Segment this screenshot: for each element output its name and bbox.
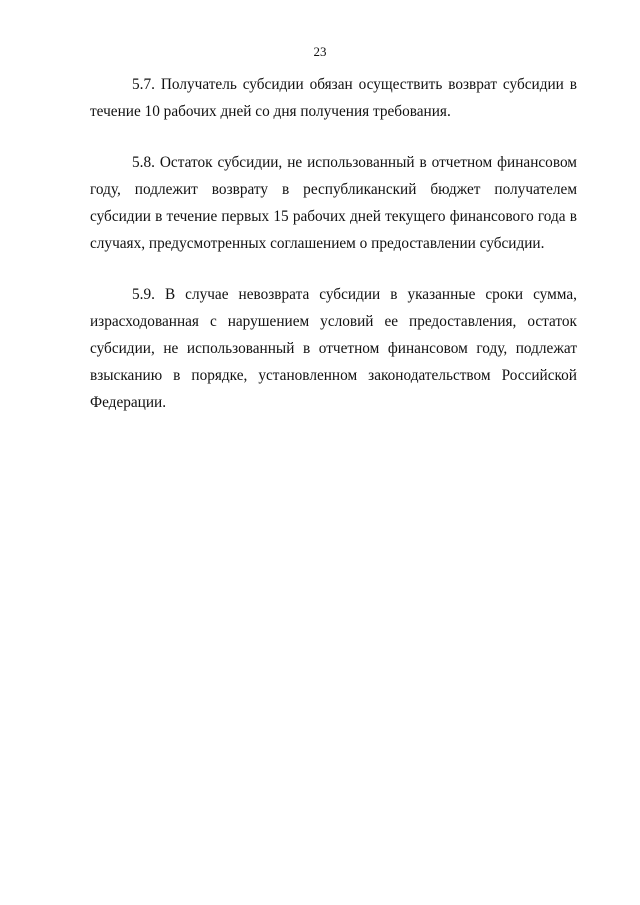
paragraph-5-8: 5.8. Остаток субсидии, не использованный в отчетном финансовом году, подлежит возврату в республиканский бюджет получателем субсидии в течение первых 15 рабочих дней текущего финансового года в случаях, предусмотренных соглашением о предоставлении субсидии. (90, 154, 577, 252)
page-number: 23 (313, 44, 327, 59)
paragraph-5-9: 5.9. В случае невозврата субсидии в указанные сроки сумма, израсходованная с нарушением условий ее предоставления, остаток субсидии, не использованный в отчетном финансовом году, подлежат взысканию в порядке, установленном законодательством Российской Федерации. (90, 286, 577, 411)
document-body (90, 71, 577, 416)
paragraph-5-7: 5.7. Получатель субсидии обязан осуществить возврат субсидии в течение 10 рабочих дней со дня получения требования. (90, 76, 577, 120)
